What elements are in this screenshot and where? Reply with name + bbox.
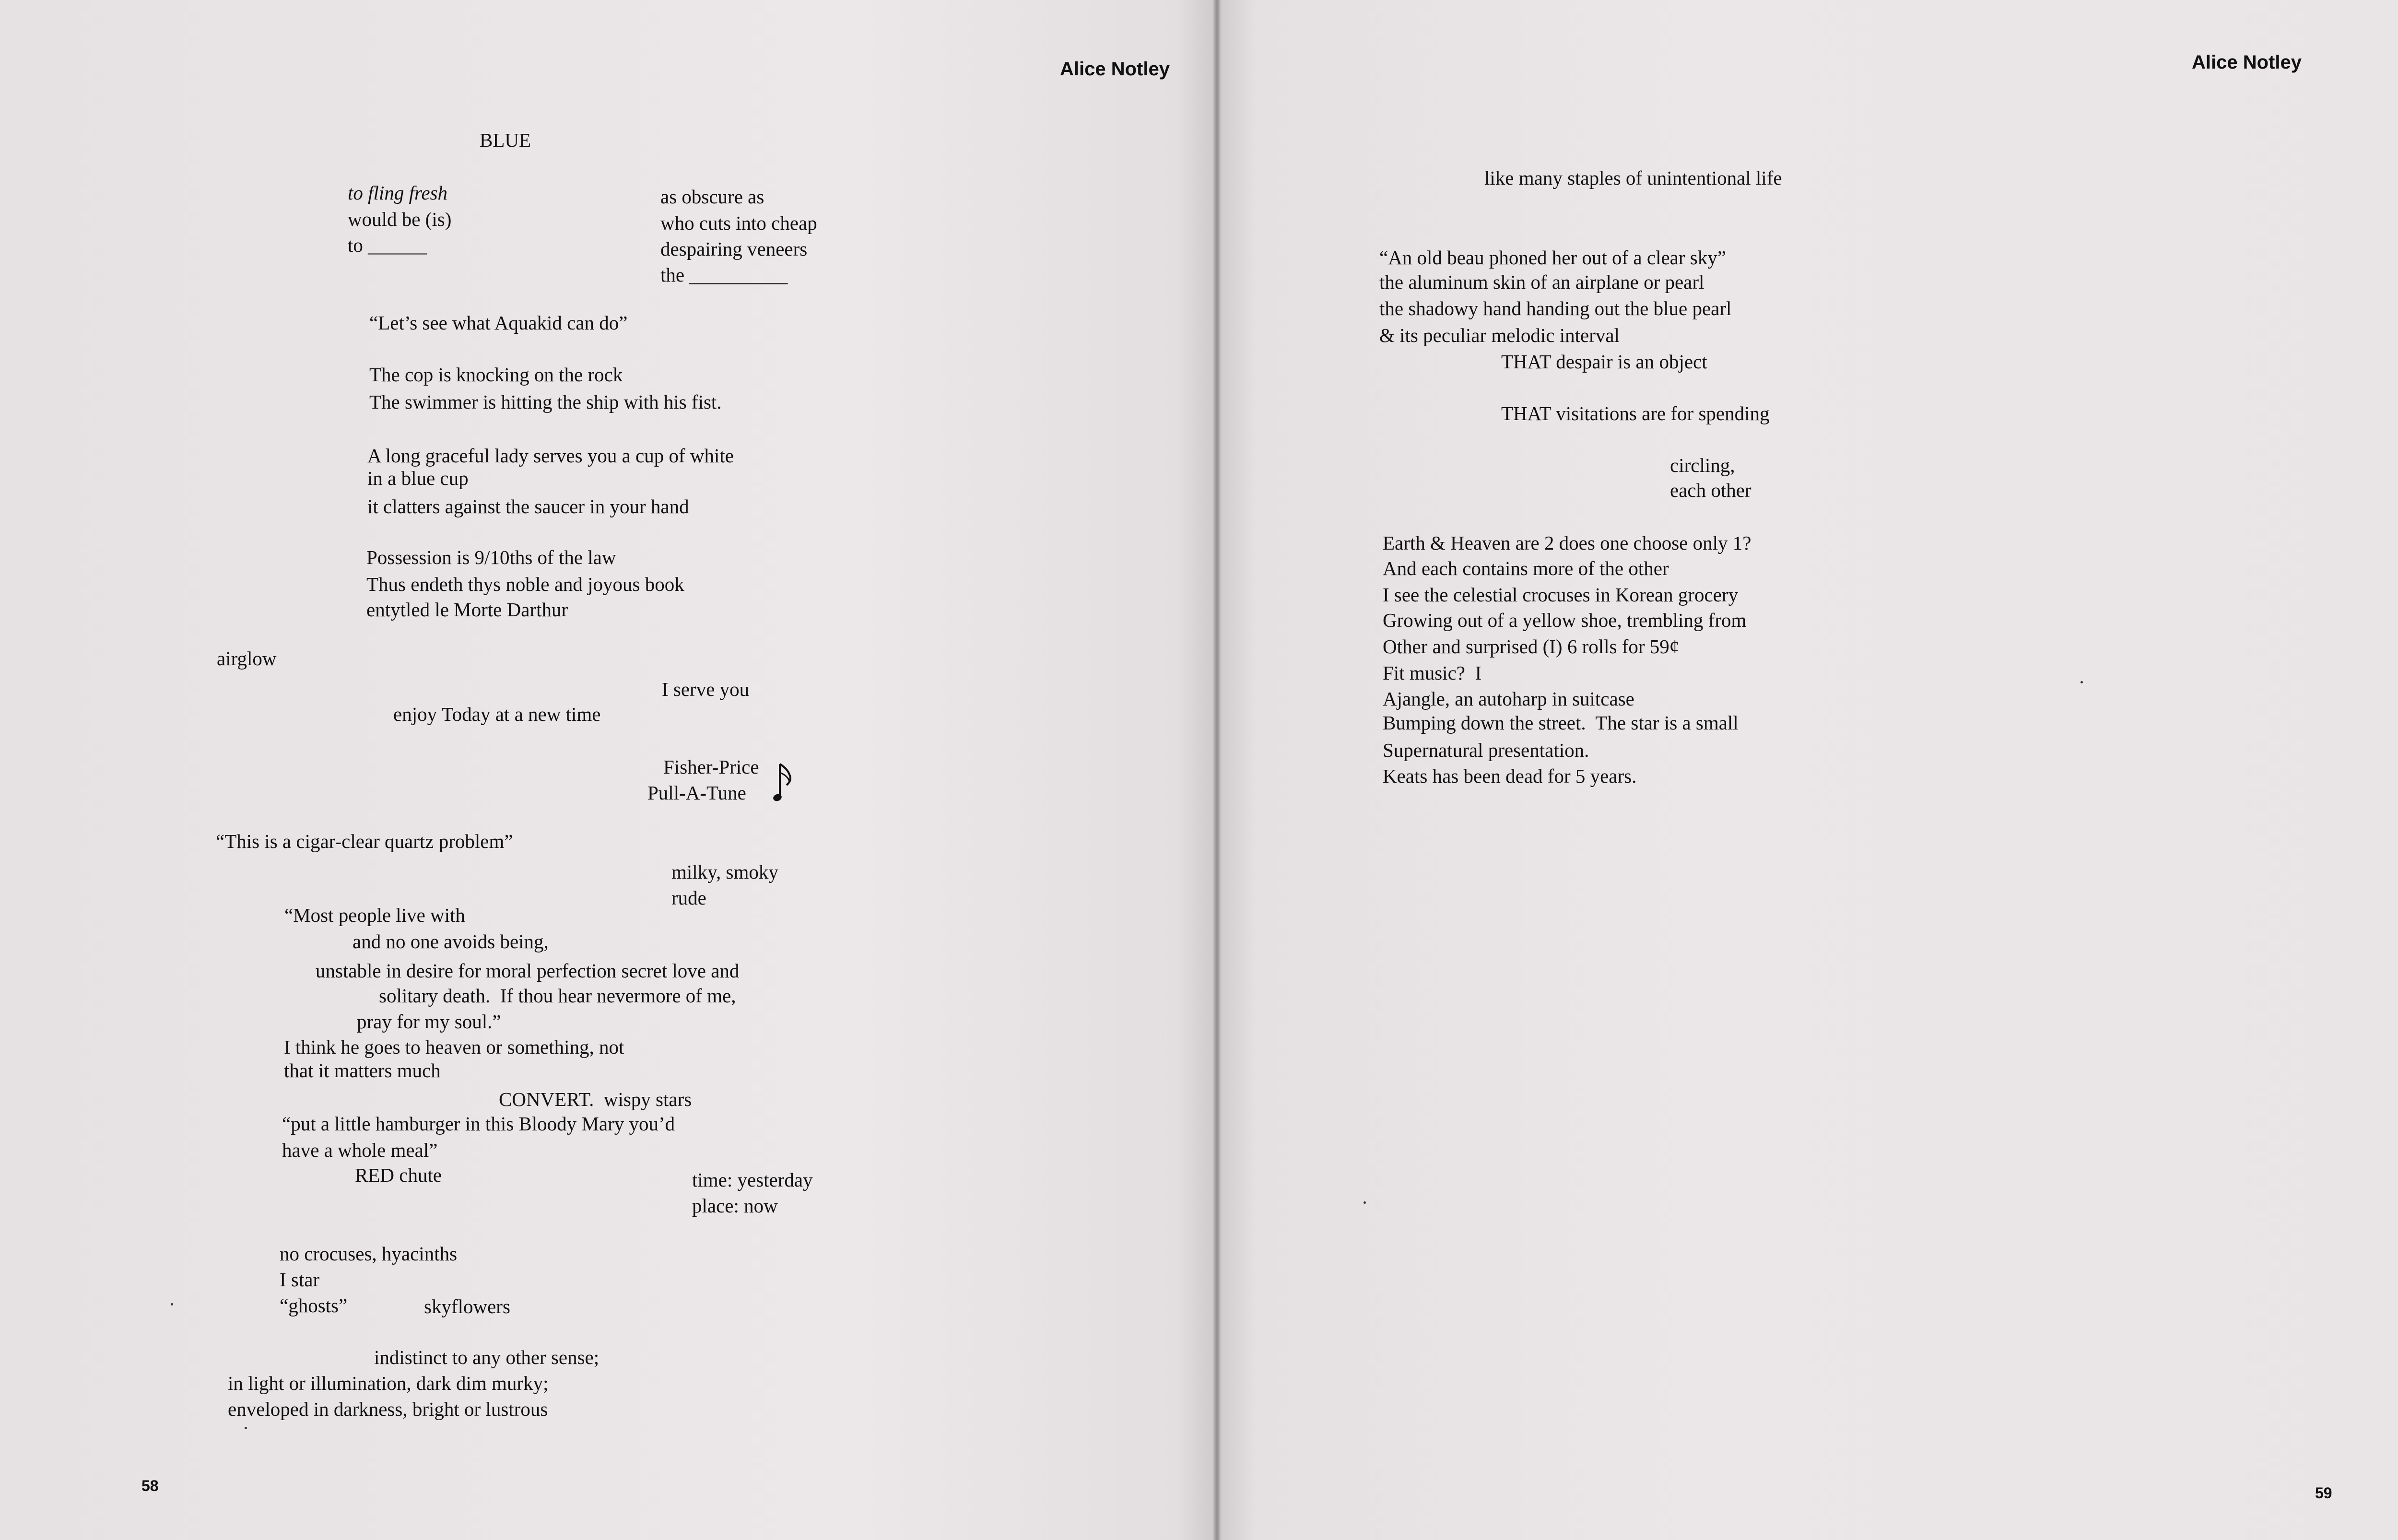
page-number-left: 58 xyxy=(141,1477,159,1494)
fisher-price: Fisher-Price xyxy=(663,756,759,778)
red-chute: RED chute xyxy=(355,1164,442,1186)
speck xyxy=(245,1427,247,1429)
hamburger-line-2: have a whole meal” xyxy=(282,1139,438,1161)
visitations-line: THAT visitations are for spending xyxy=(1501,402,1770,424)
pull-a-tune: Pull-A-Tune xyxy=(647,782,746,804)
col1-line-1: to fling fresh xyxy=(348,182,448,204)
most-people-line-2: and no one avoids being, xyxy=(353,930,549,952)
indistinct-line-3: enveloped in darkness, bright or lustrous xyxy=(228,1398,548,1420)
page-number-right: 59 xyxy=(2315,1484,2332,1502)
earth-line-8: Bumping down the street. The star is a small xyxy=(1383,712,1739,734)
most-people-line-3: unstable in desire for moral perfection secret love and xyxy=(316,960,740,982)
cop-line-1: The cop is knocking on the rock xyxy=(369,364,623,386)
beau-line-3: the shadowy hand handing out the blue pearl xyxy=(1379,297,1732,319)
col2-line-1: as obscure as xyxy=(660,186,764,208)
earth-line-9: Supernatural presentation. xyxy=(1383,739,1589,761)
col2-line-3: despairing veneers xyxy=(660,238,808,260)
milky-line-2: rude xyxy=(671,887,706,909)
crocuses-line: no crocuses, hyacinths xyxy=(280,1243,458,1265)
book-spine xyxy=(1213,0,1221,1540)
earth-line-1: Earth & Heaven are 2 does one choose only 1? xyxy=(1383,532,1751,554)
enjoy-today: enjoy Today at a new time xyxy=(393,703,601,725)
airglow: airglow xyxy=(217,647,277,670)
earth-line-5: Other and surprised (I) 6 rolls for 59¢ xyxy=(1383,635,1680,658)
beau-line-4: & its peculiar melodic interval xyxy=(1379,324,1620,346)
each-other-line: each other xyxy=(1670,479,1751,501)
earth-line-2: And each contains more of the other xyxy=(1383,557,1669,579)
despair-line: THAT despair is an object xyxy=(1501,351,1707,373)
possession-line-1: Possession is 9/10ths of the law xyxy=(366,546,616,568)
speck xyxy=(171,1303,173,1305)
possession-line-2: Thus endeth thys noble and joyous book xyxy=(366,573,684,595)
poem-title: BLUE xyxy=(480,129,531,151)
beau-line-2: the aluminum skin of an airplane or pearl xyxy=(1379,271,1704,293)
speck xyxy=(1364,1201,1366,1204)
skyflowers-word: skyflowers xyxy=(424,1295,510,1317)
heaven-line-1: I think he goes to heaven or something, not xyxy=(284,1036,624,1058)
aquakid-line: “Let’s see what Aquakid can do” xyxy=(369,312,628,334)
earth-line-6: Fit music? I xyxy=(1383,662,1482,684)
indistinct-line-2: in light or illumination, dark dim murky; xyxy=(228,1372,549,1394)
lady-line-2: in a blue cup xyxy=(367,467,469,489)
hamburger-line-1: “put a little hamburger in this Bloody Mary you’d xyxy=(282,1113,675,1135)
right-page xyxy=(1221,0,2398,1540)
earth-line-7: Ajangle, an autoharp in suitcase xyxy=(1383,688,1634,710)
running-head-right: Alice Notley xyxy=(2192,52,2302,73)
staples-line: like many staples of unintentional life xyxy=(1484,167,1782,189)
most-people-line-4: solitary death. If thou hear nevermore of me, xyxy=(379,985,736,1007)
convert-line: CONVERT. wispy stars xyxy=(499,1088,692,1110)
quartz-line: “This is a cigar-clear quartz problem” xyxy=(216,830,513,852)
lady-line-3: it clatters against the saucer in your hand xyxy=(367,495,689,517)
ghosts-word: “ghosts” xyxy=(280,1294,348,1317)
circling-line: circling, xyxy=(1670,454,1735,476)
col2-line-2: who cuts into cheap xyxy=(660,212,817,234)
possession-line-3: entytled le Morte Darthur xyxy=(366,599,568,621)
musical-note-icon xyxy=(773,760,797,803)
col1-line-2: would be (is) xyxy=(348,208,452,230)
milky-line-1: milky, smoky xyxy=(671,861,778,883)
i-serve-you: I serve you xyxy=(662,678,750,700)
col2-line-4: the __________ xyxy=(660,264,788,286)
heaven-line-2: that it matters much xyxy=(284,1059,441,1082)
most-people-line-1: “Most people live with xyxy=(284,904,465,926)
most-people-line-5: pray for my soul.” xyxy=(357,1011,501,1033)
time-line: time: yesterday xyxy=(692,1169,813,1191)
col1-line-3: to ______ xyxy=(348,234,427,256)
earth-line-4: Growing out of a yellow shoe, trembling from xyxy=(1383,609,1747,631)
i-star-line: I star xyxy=(280,1269,320,1291)
earth-line-10: Keats has been dead for 5 years. xyxy=(1383,765,1637,787)
cop-line-2: The swimmer is hitting the ship with his fist. xyxy=(369,391,722,413)
speck xyxy=(2081,681,2083,683)
lady-line-1: A long graceful lady serves you a cup of white xyxy=(367,445,734,467)
indistinct-line-1: indistinct to any other sense; xyxy=(374,1346,600,1368)
running-head-left: Alice Notley xyxy=(1060,59,1170,80)
beau-line-1: “An old beau phoned her out of a clear sky” xyxy=(1379,247,1726,269)
earth-line-3: I see the celestial crocuses in Korean grocery xyxy=(1383,584,1739,606)
place-line: place: now xyxy=(692,1195,778,1217)
